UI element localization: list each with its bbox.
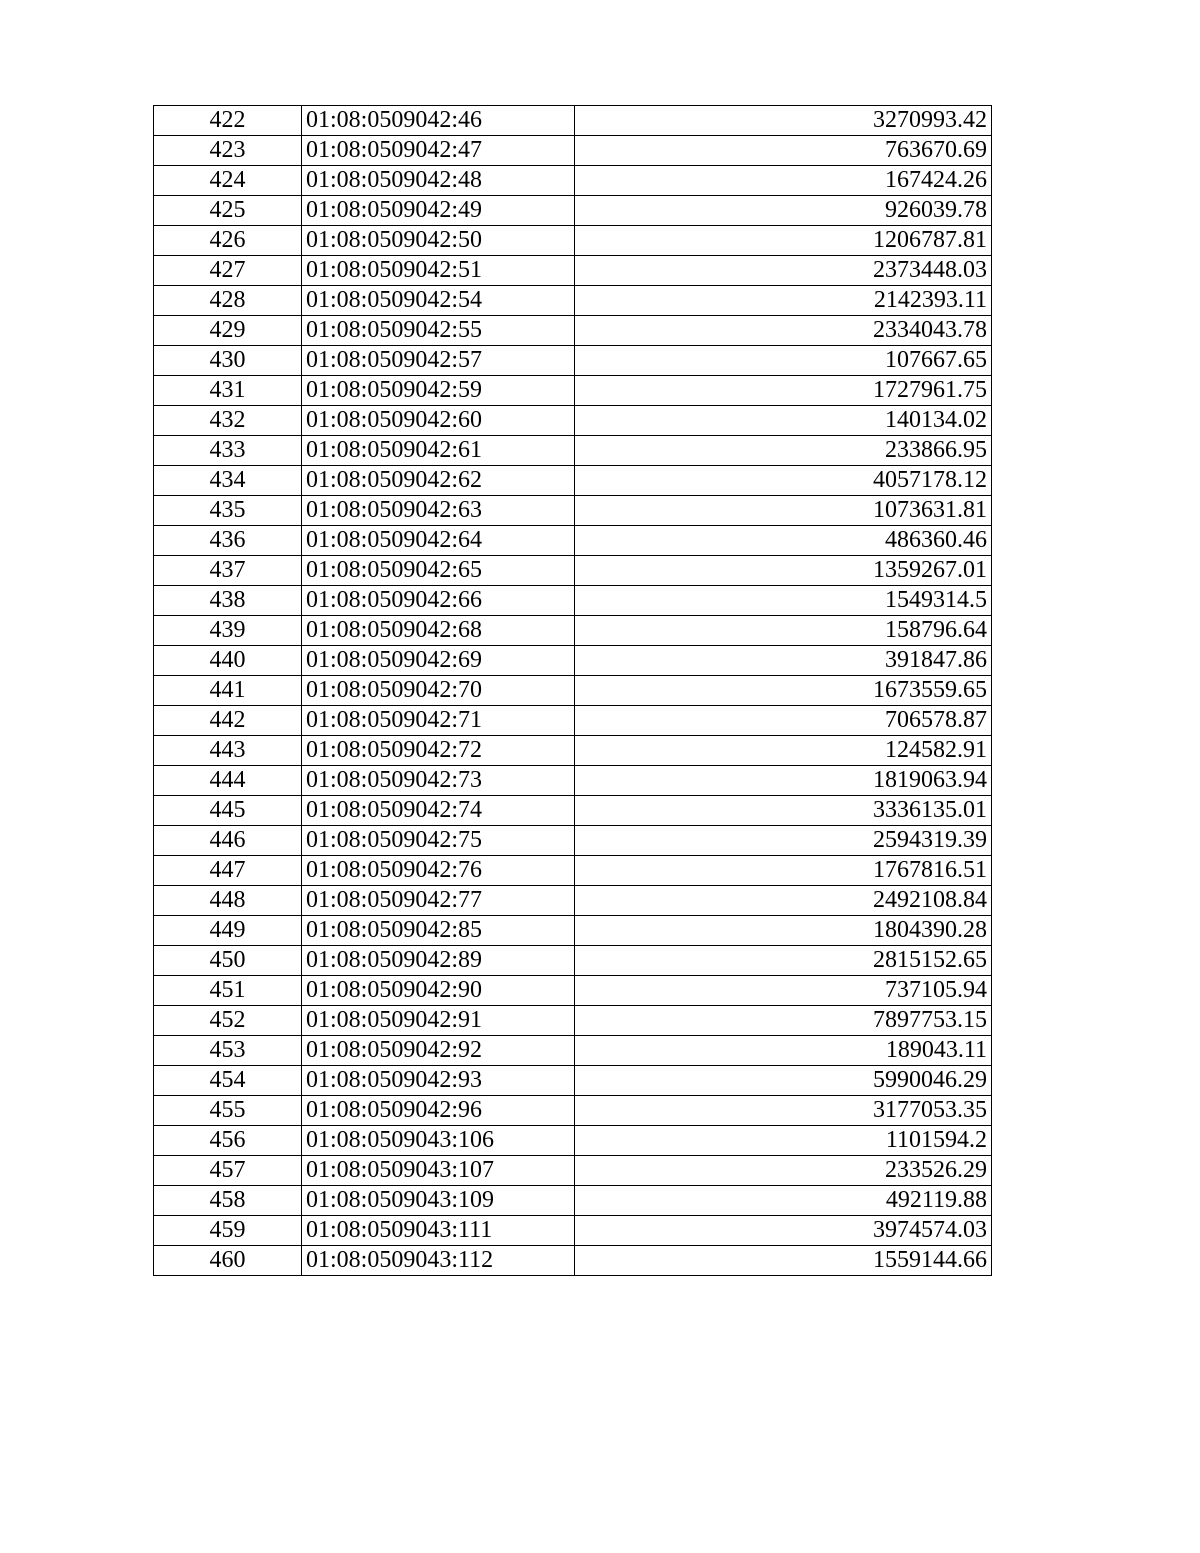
cadastral-number-cell: 01:08:0509043:112: [302, 1246, 575, 1276]
cadastral-number-cell: 01:08:0509042:50: [302, 226, 575, 256]
cadastral-value-cell: 2492108.84: [575, 886, 992, 916]
cadastral-value-cell: 2594319.39: [575, 826, 992, 856]
cadastral-value-cell: 4057178.12: [575, 466, 992, 496]
row-number-cell: 453: [154, 1036, 302, 1066]
cadastral-value-cell: 1767816.51: [575, 856, 992, 886]
row-number-cell: 427: [154, 256, 302, 286]
table-row: [154, 616, 992, 646]
table-row: [154, 1066, 992, 1096]
cadastral-number-cell: 01:08:0509042:90: [302, 976, 575, 1006]
row-number-cell: 460: [154, 1246, 302, 1276]
cadastral-number-cell: 01:08:0509042:64: [302, 526, 575, 556]
table-row: [154, 766, 992, 796]
row-number-cell: 449: [154, 916, 302, 946]
table-row: [154, 976, 992, 1006]
cadastral-number-cell: 01:08:0509042:66: [302, 586, 575, 616]
row-number-cell: 429: [154, 316, 302, 346]
row-number-cell: 438: [154, 586, 302, 616]
table-row: [154, 1096, 992, 1126]
cadastral-value-cell: 3270993.42: [575, 106, 992, 136]
cadastral-number-cell: 01:08:0509042:70: [302, 676, 575, 706]
table-row: [154, 136, 992, 166]
cadastral-value-cell: 124582.91: [575, 736, 992, 766]
table-row: [154, 196, 992, 226]
table-row: [154, 916, 992, 946]
cadastral-number-cell: 01:08:0509042:68: [302, 616, 575, 646]
row-number-cell: 452: [154, 1006, 302, 1036]
row-number-cell: 435: [154, 496, 302, 526]
cadastral-number-cell: 01:08:0509043:109: [302, 1186, 575, 1216]
row-number-cell: 423: [154, 136, 302, 166]
cadastral-number-cell: 01:08:0509042:75: [302, 826, 575, 856]
cadastral-number-cell: 01:08:0509042:51: [302, 256, 575, 286]
cadastral-value-cell: 391847.86: [575, 646, 992, 676]
table-row: [154, 556, 992, 586]
cadastral-value-cell: 3177053.35: [575, 1096, 992, 1126]
cadastral-value-cell: 7897753.15: [575, 1006, 992, 1036]
row-number-cell: 447: [154, 856, 302, 886]
cadastral-number-cell: 01:08:0509042:63: [302, 496, 575, 526]
cadastral-number-cell: 01:08:0509042:73: [302, 766, 575, 796]
cadastral-value-cell: 1804390.28: [575, 916, 992, 946]
row-number-cell: 445: [154, 796, 302, 826]
cadastral-number-cell: 01:08:0509042:77: [302, 886, 575, 916]
cadastral-value-cell: 926039.78: [575, 196, 992, 226]
row-number-cell: 450: [154, 946, 302, 976]
table-row: [154, 376, 992, 406]
table-row: [154, 1186, 992, 1216]
cadastral-value-cell: 486360.46: [575, 526, 992, 556]
table-row: [154, 466, 992, 496]
table-row: [154, 946, 992, 976]
table-row: [154, 826, 992, 856]
cadastral-number-cell: 01:08:0509042:60: [302, 406, 575, 436]
cadastral-number-cell: 01:08:0509042:55: [302, 316, 575, 346]
row-number-cell: 422: [154, 106, 302, 136]
table-row: [154, 1126, 992, 1156]
cadastral-value-cell: 2373448.03: [575, 256, 992, 286]
cadastral-number-cell: 01:08:0509042:72: [302, 736, 575, 766]
cadastral-number-cell: 01:08:0509042:59: [302, 376, 575, 406]
table-row: [154, 226, 992, 256]
cadastral-number-cell: 01:08:0509042:92: [302, 1036, 575, 1066]
row-number-cell: 428: [154, 286, 302, 316]
table-row: [154, 106, 992, 136]
table-row: [154, 256, 992, 286]
cadastral-number-cell: 01:08:0509043:106: [302, 1126, 575, 1156]
row-number-cell: 441: [154, 676, 302, 706]
cadastral-value-cell: 2334043.78: [575, 316, 992, 346]
cadastral-number-cell: 01:08:0509042:69: [302, 646, 575, 676]
row-number-cell: 442: [154, 706, 302, 736]
cadastral-number-cell: 01:08:0509042:89: [302, 946, 575, 976]
cadastral-value-cell: 158796.64: [575, 616, 992, 646]
cadastral-value-cell: 1727961.75: [575, 376, 992, 406]
row-number-cell: 434: [154, 466, 302, 496]
row-number-cell: 454: [154, 1066, 302, 1096]
cadastral-value-table: [153, 105, 992, 1276]
cadastral-value-cell: 763670.69: [575, 136, 992, 166]
table-row: [154, 646, 992, 676]
table-row: [154, 1216, 992, 1246]
cadastral-value-cell: 737105.94: [575, 976, 992, 1006]
row-number-cell: 439: [154, 616, 302, 646]
table-row: [154, 166, 992, 196]
cadastral-value-cell: 167424.26: [575, 166, 992, 196]
table-row: [154, 436, 992, 466]
cadastral-value-cell: 1559144.66: [575, 1246, 992, 1276]
row-number-cell: 424: [154, 166, 302, 196]
cadastral-value-cell: 1819063.94: [575, 766, 992, 796]
row-number-cell: 444: [154, 766, 302, 796]
cadastral-value-cell: 233526.29: [575, 1156, 992, 1186]
cadastral-number-cell: 01:08:0509042:47: [302, 136, 575, 166]
row-number-cell: 436: [154, 526, 302, 556]
row-number-cell: 457: [154, 1156, 302, 1186]
cadastral-value-cell: 492119.88: [575, 1186, 992, 1216]
cadastral-value-cell: 3336135.01: [575, 796, 992, 826]
row-number-cell: 451: [154, 976, 302, 1006]
table-row: [154, 1036, 992, 1066]
cadastral-value-cell: 3974574.03: [575, 1216, 992, 1246]
row-number-cell: 446: [154, 826, 302, 856]
cadastral-number-cell: 01:08:0509042:76: [302, 856, 575, 886]
table-row: [154, 706, 992, 736]
cadastral-value-cell: 2815152.65: [575, 946, 992, 976]
table-row: [154, 1006, 992, 1036]
cadastral-number-cell: 01:08:0509042:91: [302, 1006, 575, 1036]
cadastral-number-cell: 01:08:0509042:74: [302, 796, 575, 826]
row-number-cell: 431: [154, 376, 302, 406]
row-number-cell: 433: [154, 436, 302, 466]
cadastral-value-cell: 1206787.81: [575, 226, 992, 256]
table-row: [154, 886, 992, 916]
cadastral-value-cell: 1101594.2: [575, 1126, 992, 1156]
row-number-cell: 448: [154, 886, 302, 916]
cadastral-number-cell: 01:08:0509042:49: [302, 196, 575, 226]
table-row: [154, 346, 992, 376]
cadastral-number-cell: 01:08:0509042:93: [302, 1066, 575, 1096]
row-number-cell: 459: [154, 1216, 302, 1246]
cadastral-number-cell: 01:08:0509042:46: [302, 106, 575, 136]
cadastral-number-cell: 01:08:0509042:48: [302, 166, 575, 196]
cadastral-value-cell: 1549314.5: [575, 586, 992, 616]
row-number-cell: 425: [154, 196, 302, 226]
table-row: [154, 286, 992, 316]
table-row: [154, 496, 992, 526]
cadastral-number-cell: 01:08:0509042:71: [302, 706, 575, 736]
cadastral-number-cell: 01:08:0509043:111: [302, 1216, 575, 1246]
cadastral-value-cell: 233866.95: [575, 436, 992, 466]
cadastral-value-cell: 1073631.81: [575, 496, 992, 526]
cadastral-number-cell: 01:08:0509042:54: [302, 286, 575, 316]
cadastral-number-cell: 01:08:0509042:61: [302, 436, 575, 466]
table-row: [154, 736, 992, 766]
table-row: [154, 406, 992, 436]
cadastral-number-cell: 01:08:0509042:57: [302, 346, 575, 376]
row-number-cell: 432: [154, 406, 302, 436]
row-number-cell: 456: [154, 1126, 302, 1156]
row-number-cell: 440: [154, 646, 302, 676]
table-row: [154, 586, 992, 616]
cadastral-number-cell: 01:08:0509042:62: [302, 466, 575, 496]
table-row: [154, 796, 992, 826]
table-row: [154, 316, 992, 346]
table-row: [154, 1246, 992, 1276]
row-number-cell: 430: [154, 346, 302, 376]
cadastral-value-cell: 1673559.65: [575, 676, 992, 706]
cadastral-number-cell: 01:08:0509042:65: [302, 556, 575, 586]
cadastral-value-cell: 107667.65: [575, 346, 992, 376]
cadastral-value-cell: 5990046.29: [575, 1066, 992, 1096]
table-body: [154, 106, 992, 1276]
row-number-cell: 437: [154, 556, 302, 586]
cadastral-value-cell: 2142393.11: [575, 286, 992, 316]
cadastral-value-cell: 140134.02: [575, 406, 992, 436]
cadastral-value-cell: 1359267.01: [575, 556, 992, 586]
cadastral-number-cell: 01:08:0509043:107: [302, 1156, 575, 1186]
cadastral-number-cell: 01:08:0509042:96: [302, 1096, 575, 1126]
row-number-cell: 426: [154, 226, 302, 256]
cadastral-number-cell: 01:08:0509042:85: [302, 916, 575, 946]
table-row: [154, 1156, 992, 1186]
cadastral-value-cell: 189043.11: [575, 1036, 992, 1066]
row-number-cell: 455: [154, 1096, 302, 1126]
table-row: [154, 526, 992, 556]
row-number-cell: 443: [154, 736, 302, 766]
row-number-cell: 458: [154, 1186, 302, 1216]
table-row: [154, 676, 992, 706]
cadastral-value-cell: 706578.87: [575, 706, 992, 736]
table-row: [154, 856, 992, 886]
